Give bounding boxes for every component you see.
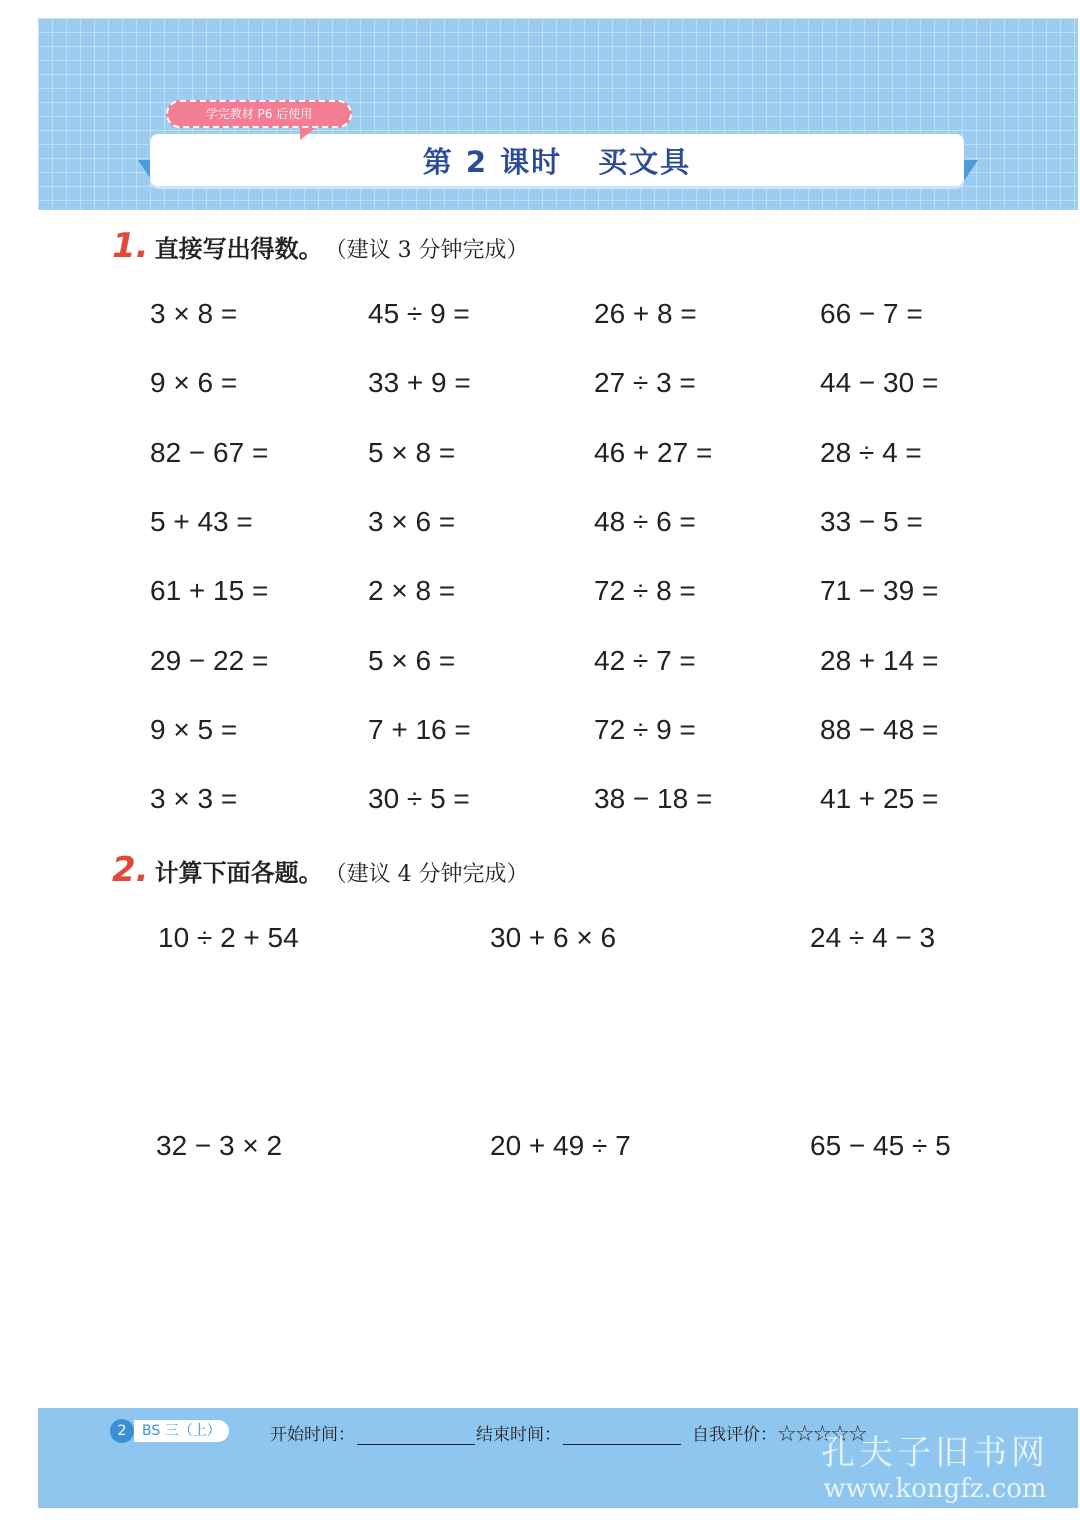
question: 5 × 8 = xyxy=(368,437,456,468)
question-row xyxy=(0,298,1080,338)
question: 5 + 43 = xyxy=(150,506,253,537)
question: 7 + 16 = xyxy=(368,714,471,745)
question: 3 × 8 = xyxy=(150,298,238,329)
question-row xyxy=(0,437,1080,477)
question: 45 ÷ 9 = xyxy=(368,298,470,329)
end-time-field xyxy=(476,1420,681,1445)
question-row xyxy=(0,714,1080,754)
calculation: 10 ÷ 2 + 54 xyxy=(158,922,299,953)
badge-tail xyxy=(300,126,318,140)
question: 30 ÷ 5 = xyxy=(368,783,470,814)
calculation-row xyxy=(0,922,1080,962)
section-2-number: 2. xyxy=(112,850,149,890)
question: 3 × 3 = xyxy=(150,783,238,814)
page-number: 2 xyxy=(110,1419,134,1443)
watermark-url: www.kongfz.com xyxy=(823,1474,1047,1504)
question: 28 ÷ 4 = xyxy=(820,437,922,468)
section-1-number: 1. xyxy=(112,226,149,266)
ribbon-tail-right xyxy=(962,160,978,184)
question: 9 × 6 = xyxy=(150,367,238,398)
end-time-blank[interactable] xyxy=(563,1426,681,1445)
question: 72 ÷ 9 = xyxy=(594,714,696,745)
question: 33 − 5 = xyxy=(820,506,923,537)
section-2-note: （建议 4 分钟完成） xyxy=(324,862,529,887)
star-rating[interactable]: ☆☆☆☆☆ xyxy=(777,1422,866,1447)
question: 88 − 48 = xyxy=(820,714,939,745)
page-title: 买文具 xyxy=(598,144,692,179)
question: 66 − 7 = xyxy=(820,298,923,329)
section-1-note: （建议 3 分钟完成） xyxy=(324,238,529,263)
watermark-name: 孔夫子旧书网 xyxy=(821,1433,1049,1473)
question: 29 − 22 = xyxy=(150,645,269,676)
self-evaluation-label: 自我评价： xyxy=(692,1425,777,1445)
calculation: 20 + 49 ÷ 7 xyxy=(490,1130,631,1161)
question: 3 × 6 = xyxy=(368,506,456,537)
edition-label: BS 三（上） xyxy=(134,1420,229,1442)
question: 26 + 8 = xyxy=(594,298,697,329)
question-row xyxy=(0,367,1080,407)
question: 27 ÷ 3 = xyxy=(594,367,696,398)
question: 2 × 8 = xyxy=(368,575,456,606)
start-time-label: 开始时间： xyxy=(270,1425,355,1445)
question: 28 + 14 = xyxy=(820,645,939,676)
question: 9 × 5 = xyxy=(150,714,238,745)
calculation: 32 − 3 × 2 xyxy=(156,1130,283,1161)
question: 72 ÷ 8 = xyxy=(594,575,696,606)
start-time-field xyxy=(270,1420,475,1445)
end-time-label: 结束时间： xyxy=(476,1425,561,1445)
lesson-label: 第 2 课时 xyxy=(422,144,563,179)
question: 33 + 9 = xyxy=(368,367,471,398)
question-row xyxy=(0,783,1080,823)
question: 38 − 18 = xyxy=(594,783,713,814)
usage-badge: 学完教材 P6 后使用 xyxy=(166,100,352,128)
section-2-title: 计算下面各题。 xyxy=(154,859,323,887)
question: 41 + 25 = xyxy=(820,783,939,814)
question: 61 + 15 = xyxy=(150,575,269,606)
question: 44 − 30 = xyxy=(820,367,939,398)
question: 46 + 27 = xyxy=(594,437,713,468)
calculation: 24 ÷ 4 − 3 xyxy=(810,922,936,953)
section-1-title: 直接写出得数。 xyxy=(154,235,323,263)
question: 82 − 67 = xyxy=(150,437,269,468)
question-row xyxy=(0,645,1080,685)
question: 48 ÷ 6 = xyxy=(594,506,696,537)
calculation: 30 + 6 × 6 xyxy=(490,922,617,953)
question: 5 × 6 = xyxy=(368,645,456,676)
watermark xyxy=(810,1425,1060,1504)
question-row xyxy=(0,506,1080,546)
calculation: 65 − 45 ÷ 5 xyxy=(810,1130,951,1161)
title-bar xyxy=(150,134,964,186)
start-time-blank[interactable] xyxy=(357,1426,475,1445)
question: 71 − 39 = xyxy=(820,575,939,606)
section-1-heading xyxy=(112,226,529,266)
calculation-row xyxy=(0,1130,1080,1170)
section-2-heading xyxy=(112,850,529,890)
question: 42 ÷ 7 = xyxy=(594,645,696,676)
question-row xyxy=(0,575,1080,615)
